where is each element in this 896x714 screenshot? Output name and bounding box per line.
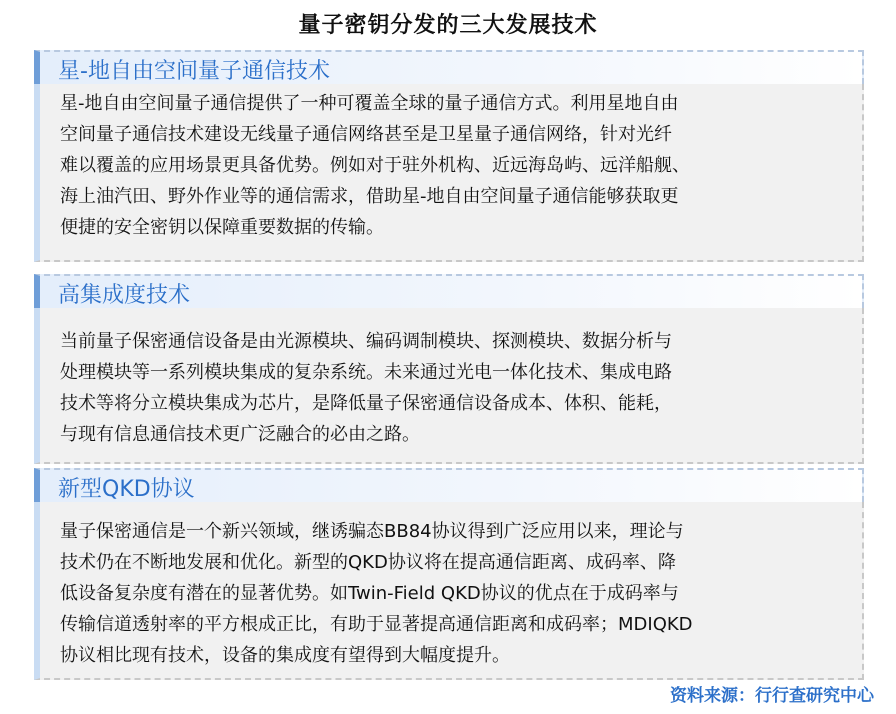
section-header bbox=[34, 468, 864, 502]
section-heading: 新型QKD协议 bbox=[58, 477, 195, 502]
text-line: 海上油汽田、野外作业等的通信需求，借助星-地自由空间量子通信能够获取更 bbox=[60, 186, 679, 207]
section-text bbox=[60, 88, 850, 243]
text-line: 传输信道透射率的平方根成正比，有助于显著提高通信距离和成码率；MDIQKD bbox=[60, 614, 693, 635]
text-line: 低设备复杂度有潜在的显著优势。如Twin-Field QKD协议的优点在于成码率与 bbox=[60, 583, 679, 604]
section-heading: 星-地自由空间量子通信技术 bbox=[58, 59, 330, 84]
text-line: 技术仍在不断地发展和优化。新型的QKD协议将在提高通信距离、成码率、降 bbox=[60, 552, 676, 573]
section-text bbox=[60, 312, 850, 450]
text-line: 难以覆盖的应用场景更具备优势。例如对于驻外机构、近远海岛屿、远洋船舰、 bbox=[60, 155, 690, 176]
section-satellite-ground bbox=[34, 50, 864, 262]
text-line: 技术等将分立模块集成为芯片，是降低量子保密通信设备成本、体积、能耗， bbox=[60, 393, 672, 414]
section-header bbox=[34, 274, 864, 308]
section-high-integration bbox=[34, 274, 864, 464]
section-text bbox=[60, 506, 850, 671]
text-line: 处理模块等一系列模块集成的复杂系统。未来通过光电一体化技术、集成电路 bbox=[60, 362, 672, 383]
section-body bbox=[34, 308, 864, 464]
source-note: 资料来源：行行查研究中心 bbox=[670, 686, 874, 706]
text-line: 协议相比现有技术，设备的集成度有望得到大幅度提升。 bbox=[60, 645, 510, 666]
text-line: 便捷的安全密钥以保障重要数据的传输。 bbox=[60, 217, 384, 238]
section-new-qkd-protocol bbox=[34, 468, 864, 680]
section-heading: 高集成度技术 bbox=[58, 283, 191, 308]
section-header bbox=[34, 50, 864, 84]
page-title: 量子密钥分发的三大发展技术 bbox=[298, 13, 598, 38]
text-line: 与现有信息通信技术更广泛融合的必由之路。 bbox=[60, 424, 420, 445]
text-line: 星-地自由空间量子通信提供了一种可覆盖全球的量子通信方式。利用星地自由 bbox=[60, 93, 679, 114]
text-line: 量子保密通信是一个新兴领域，继诱骗态BB84协议得到广泛应用以来，理论与 bbox=[60, 521, 684, 542]
text-line: 空间量子通信技术建设无线量子通信网络甚至是卫星量子通信网络，针对光纤 bbox=[60, 124, 672, 145]
text-line: 当前量子保密通信设备是由光源模块、编码调制模块、探测模块、数据分析与 bbox=[60, 331, 672, 352]
section-body bbox=[34, 84, 864, 262]
section-body bbox=[34, 502, 864, 680]
